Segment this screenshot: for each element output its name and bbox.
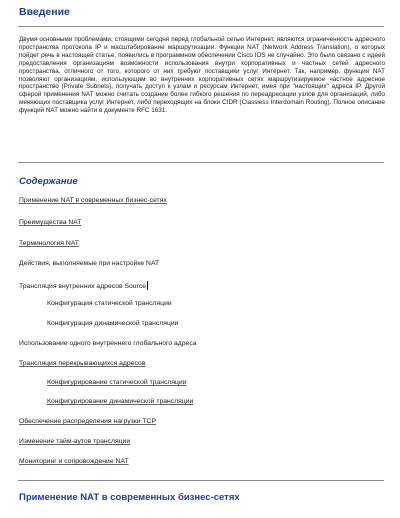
toc-link-tcp-load-distribution[interactable]: Обеспечение распределения нагрузки TCP: [19, 418, 156, 425]
toc-link-single-global-address[interactable]: Использование одного внутреннего глобального адреса: [19, 340, 197, 347]
toc-item-label: Трансляция внутренних адресов Source: [19, 283, 147, 290]
toc-link-nat-in-business-networks[interactable]: Применение NAT в современных бизнес-сетях: [19, 197, 167, 204]
toc-link-nat-setup-actions[interactable]: Действия, выполняемые при настройке NAT: [19, 260, 160, 267]
toc-link-nat-terminology[interactable]: Терминология NAT: [19, 240, 79, 247]
toc-link-dynamic-translation-setup[interactable]: Конфигурирование динамической трансляции: [47, 398, 194, 405]
toc-link-static-translation-setup[interactable]: Конфигурирование статической трансляции: [47, 379, 187, 386]
intro-heading: Введение: [19, 6, 70, 18]
toc-heading: Содержание: [19, 176, 78, 187]
text-cursor: [147, 281, 148, 290]
toc-link-overlapping-addresses[interactable]: Трансляция перекрывающихся адресов: [19, 360, 146, 367]
divider: [18, 480, 384, 481]
toc-link-translation-timeouts[interactable]: Изменение тайм-аутов трансляции: [19, 438, 131, 445]
toc-link-dynamic-translation-config[interactable]: Конфигурация динамической трансляции: [47, 320, 179, 327]
section-heading: Применение NAT в современных бизнес-сетях: [19, 492, 240, 503]
toc-link-nat-monitoring[interactable]: Мониторинг и сопровождение NAT: [19, 458, 129, 465]
toc-link-nat-advantages[interactable]: Преимущества NAT: [19, 219, 82, 226]
toc-link-static-translation-config[interactable]: Конфигурация статической трансляции: [47, 300, 172, 307]
toc-item-inside-source-translation[interactable]: [19, 281, 148, 290]
intro-paragraph: Двумя основными проблемами, стоящими сегодня перед глобальной сетью Интернет, являются ограниченность адресного пространства протокола IP и масштабирование маршрутизации. Функции NAT (Network Address Translation), о которых пойдет речь в настоящей статье, появились в программном обеспечении Cisco IOS не случайно. Это было связано с идеей предоставления организациям возможности использования внутри корпоративных и частных сетей адресного пространства, отличного от того, которого от них требуют поставщики услуг Интернет. Так, например, функции NAT позволяют организациям, использующим во внутренних корпоративных сетях маршрутизируемое частное адресное пространство (Private Subnets), получать доступ к узлам и ресурсам Интернет, имея при "настоящих" адреса IP. Другой сферой применения NAT можно считать создание более гибкого решения по переадресации узлов для организаций, либо меняющих поставщика услуг Интернет, либо переходящих на блоки CIDR (Classless Interdomain Routing). Полное описание функций NAT можно найти в документе RFC 1631.: [19, 36, 385, 115]
